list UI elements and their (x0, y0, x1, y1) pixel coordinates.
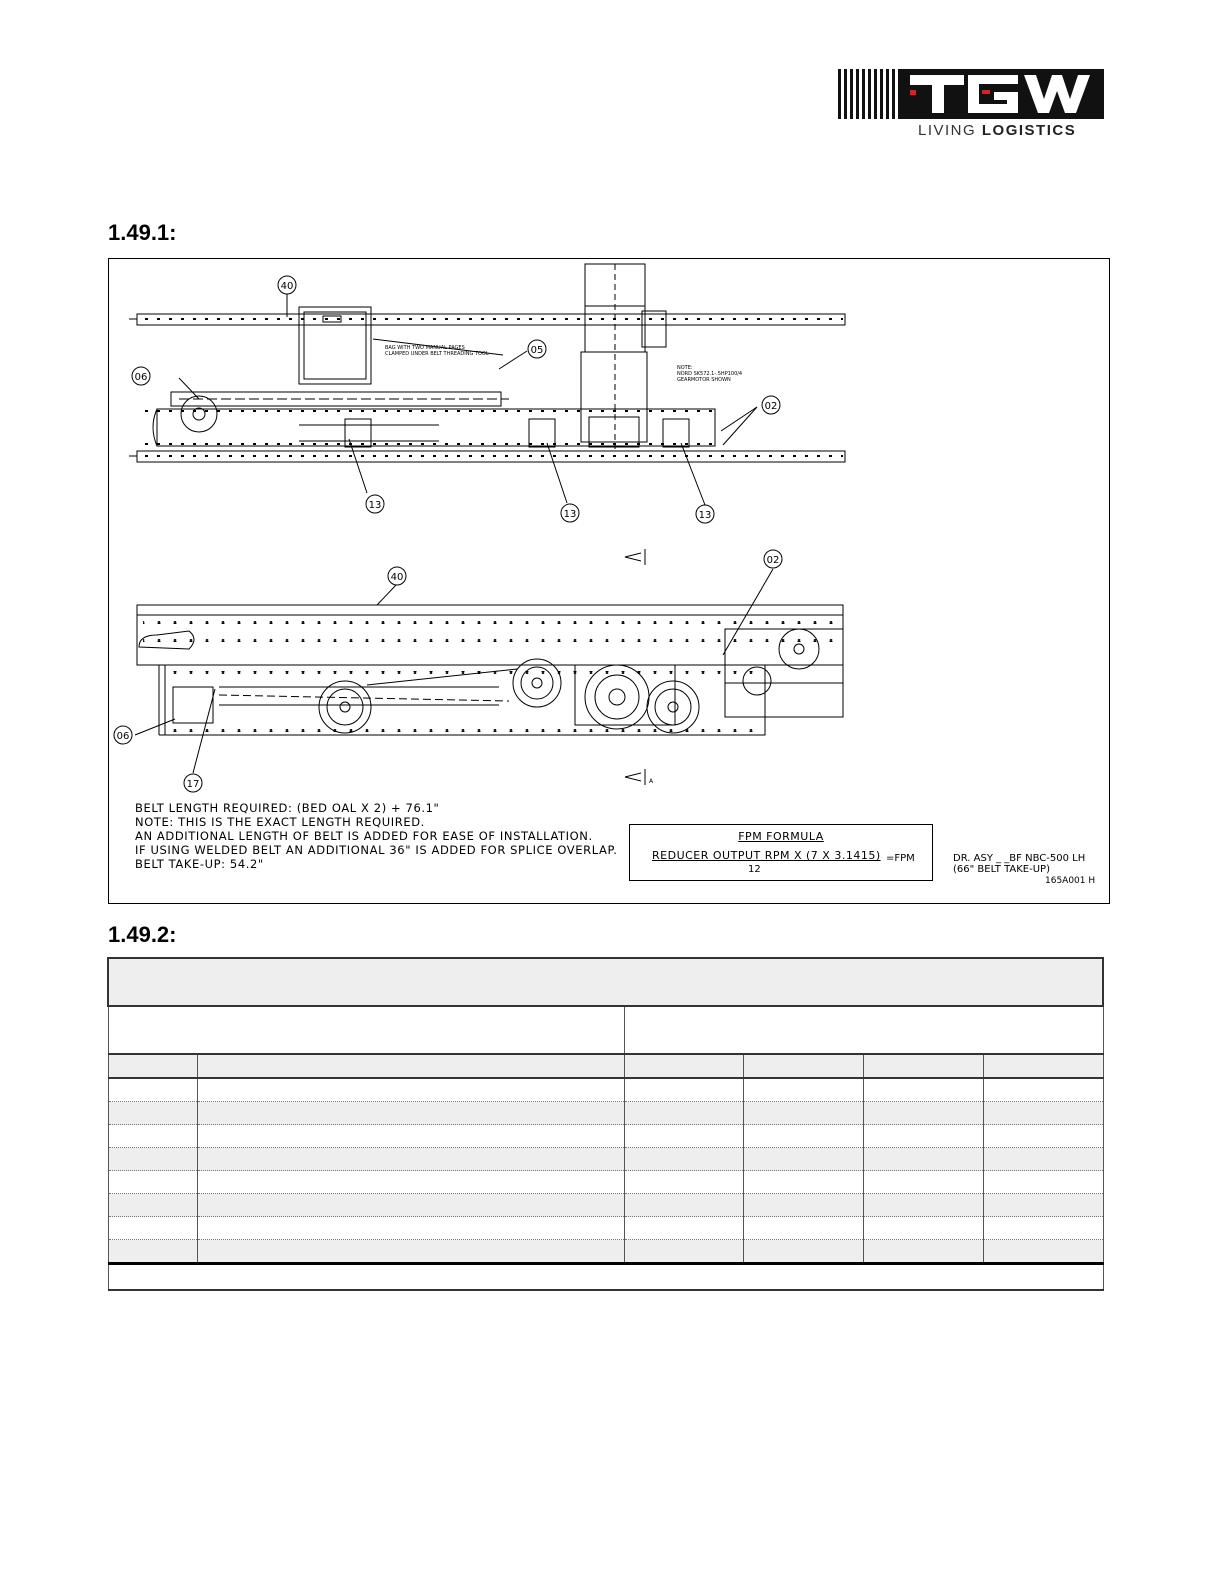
header-cell (198, 1054, 625, 1078)
callout-40-side: 40 (390, 572, 404, 583)
belt-notes (135, 801, 617, 871)
table-footer-cell (108, 1264, 1103, 1291)
table-row (108, 1194, 1103, 1217)
dr-line-2: (66" BELT TAKE-UP) (953, 864, 1050, 875)
table-group-right (625, 1006, 1103, 1054)
motor-note-line-3: GEARMOTOR SHOWN (677, 377, 731, 383)
parts-table (107, 957, 1104, 1291)
header-cell (863, 1054, 983, 1078)
note-line-5: BELT TAKE-UP: 54.2" (135, 857, 264, 871)
header-cell (983, 1054, 1103, 1078)
table-row (108, 1148, 1103, 1171)
section-mark-label: A (649, 778, 654, 785)
dr-line-1: DR. ASY _ _BF NBC-500 LH (953, 853, 1086, 864)
table-group-row (108, 1006, 1103, 1054)
callout-13-a: 13 (368, 500, 382, 511)
header-cell (625, 1054, 744, 1078)
section-heading-1-49-2: 1.49.2: (108, 922, 177, 947)
conveyor-drawing (108, 258, 1110, 904)
callout-05: 05 (530, 345, 544, 356)
bag-note-line-2: CLAMPED UNDER BELT THREADING TOOL (385, 351, 489, 357)
callout-17: 17 (186, 779, 200, 790)
table-row (108, 1125, 1103, 1148)
fpm-denominator: 12 (748, 864, 761, 875)
callout-13-c: 13 (698, 510, 712, 521)
table-footer-row (108, 1264, 1103, 1291)
table-banner-row (108, 958, 1103, 1006)
table-row (108, 1171, 1103, 1194)
header-cell (744, 1054, 864, 1078)
table-group-left (108, 1006, 625, 1054)
fpm-formula-box (629, 824, 933, 881)
callout-13-b: 13 (563, 509, 577, 520)
fpm-title: FPM FORMULA (738, 830, 824, 843)
fpm-equals: =FPM (886, 853, 915, 864)
header-cell (108, 1054, 198, 1078)
drawing-code: 165A001 H (1045, 876, 1096, 886)
note-line-2: NOTE: THIS IS THE EXACT LENGTH REQUIRED. (135, 815, 425, 829)
table-header-row (108, 1054, 1103, 1078)
table-row (108, 1078, 1103, 1102)
note-line-4: IF USING WELDED BELT AN ADDITIONAL 36" IS ADDED FOR SPLICE OVERLAP. (135, 843, 618, 857)
motor-note-line-2: NORD SK572.1-.5HP100/4 (677, 371, 743, 377)
table-row (108, 1240, 1103, 1264)
bag-note-line-1: BAG WITH TWO MANUAL PAGES (385, 345, 465, 351)
callout-06-side: 06 (116, 731, 130, 742)
callout-06-top: 06 (134, 372, 148, 383)
callout-02-top: 02 (764, 401, 778, 412)
drawing-reference (953, 853, 1085, 875)
logo-tagline: LIVING LOGISTICS (918, 122, 1077, 139)
fpm-numerator: REDUCER OUTPUT RPM X (7 X 3.1415) (652, 849, 881, 862)
section-heading-1-49-1: 1.49.1: (108, 220, 177, 245)
table-banner-cell (108, 958, 1103, 1006)
note-line-3: AN ADDITIONAL LENGTH OF BELT IS ADDED FOR EASE OF INSTALLATION. (135, 829, 593, 843)
table-row (108, 1102, 1103, 1125)
callout-02-side: 02 (766, 555, 780, 566)
callout-40-top: 40 (280, 281, 294, 292)
table-row (108, 1217, 1103, 1240)
motor-note-line-1: NOTE: (677, 365, 693, 371)
note-line-1: BELT LENGTH REQUIRED: (BED OAL X 2) + 76.1" (135, 801, 440, 815)
